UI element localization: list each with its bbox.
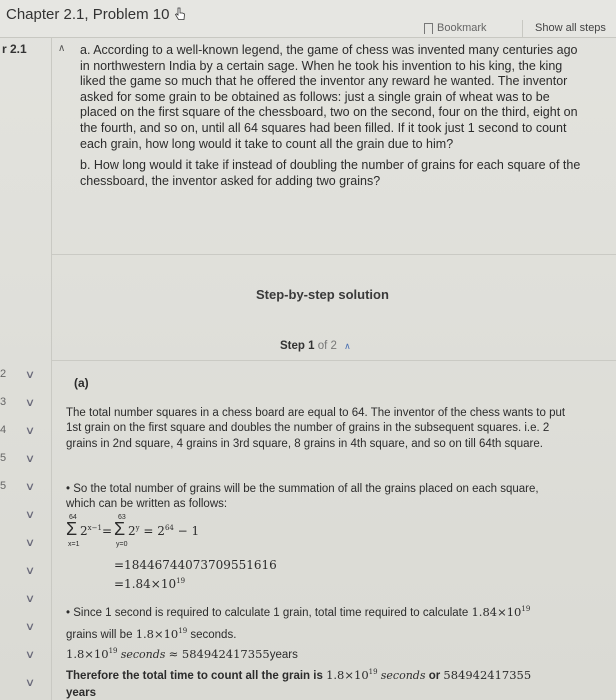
- chevron-down-icon[interactable]: ∨: [24, 453, 36, 465]
- solution-paragraph-2: • So the total number of grains will be the summation of all the grains placed on each square, which can be written as follows:: [66, 483, 539, 511]
- rail-item-6[interactable]: 5: [0, 480, 7, 492]
- rail-item-4[interactable]: 4: [0, 424, 7, 436]
- chapter-title: Chapter 2.1, Problem 10: [6, 6, 186, 23]
- chevron-down-icon[interactable]: ∨: [24, 397, 36, 409]
- solution-part-label: (a): [74, 376, 89, 390]
- rail-item-3[interactable]: 3: [0, 396, 7, 408]
- solution-paragraph-3: • Since 1 second is required to calculate 1 grain, total time required to calculate $1.84\times 10^{19}$ grains will be $1.8\times 10^{19}$ seconds.: [66, 604, 531, 641]
- rail-item-5[interactable]: 5: [0, 452, 7, 464]
- bookmark-icon: [424, 23, 433, 34]
- chevron-down-icon[interactable]: ∨: [24, 425, 36, 437]
- problem-part-a: a. According to a well-known legend, the game of chess was invented many centuries ago in northwestern India by a certain sage. When he took his invention to his king, the king liked the game so much that he offered the inventor any reward he wanted. The inventor asked for some grain to be obtained as follows: just a single grain of wheat was to be placed on the first square of the chessboard, two on the second, four on the third, eight on the fourth, and so on, until all 64 squares had been filled. If it took just 1 second to count each grain, how long would it take to count all the grain due to him?: [80, 43, 578, 151]
- chevron-down-icon[interactable]: ∨: [24, 649, 36, 661]
- rail-item-2[interactable]: 2: [0, 368, 7, 380]
- sum-approx-value: $=1.84\times 10^{19}$: [114, 577, 186, 591]
- divider: [52, 360, 616, 361]
- summation-formula: 64 Σ x=1 $2^{x-1}$ = 63 Σ y=0 $2^y = 2^{64} - 1$: [66, 514, 200, 548]
- chevron-down-icon[interactable]: ∨: [24, 565, 36, 577]
- chevron-down-icon[interactable]: ∨: [24, 677, 36, 689]
- problem-part-b: b. How long would it take if instead of doubling the number of grains for each square of the chessboard, the inventor asked for adding two grains?: [80, 158, 581, 188]
- problem-statement: [80, 43, 590, 195]
- chevron-up-icon[interactable]: ∧: [58, 43, 66, 54]
- chevron-down-icon[interactable]: ∨: [24, 509, 36, 521]
- chevron-down-icon[interactable]: ∨: [24, 481, 36, 493]
- chevron-down-icon[interactable]: ∨: [24, 621, 36, 633]
- final-answer: Therefore the total time to count all the grain is $1.8\times 10^{19}$ seconds or 584942417355 years: [66, 667, 532, 699]
- divider: [52, 254, 616, 255]
- chevron-down-icon[interactable]: ∨: [24, 537, 36, 549]
- chevron-up-icon[interactable]: ∧: [344, 341, 351, 351]
- hand-cursor-icon: [174, 7, 186, 21]
- solution-paragraph-1: The total number squares in a chess board are equal to 64. The inventor of the chess wants to put 1st grain on the first square and doubles the number of grains in the subsequent squares. i.e. 2 grains in 2nd square, 4 grains in 3rd square, 8 grains in 4th square, and so on till 64th square.: [66, 407, 566, 450]
- show-all-steps-button[interactable]: Show all steps: [522, 20, 616, 38]
- problem-navigation-rail: [0, 38, 52, 700]
- chevron-down-icon[interactable]: ∨: [24, 593, 36, 605]
- conversion-line: $1.8\times 10^{19}$ seconds ≈ 584942417355years: [66, 646, 298, 661]
- solution-heading: Step-by-step solution: [256, 287, 389, 302]
- step-indicator[interactable]: Step 1 of 2 ∧: [280, 340, 351, 352]
- chevron-down-icon[interactable]: ∨: [24, 369, 36, 381]
- sum-exact-value: =18446744073709551616: [114, 558, 277, 572]
- current-problem-label[interactable]: r 2.1: [2, 42, 27, 56]
- bookmark-button[interactable]: Bookmark: [424, 20, 487, 36]
- header: [0, 0, 616, 38]
